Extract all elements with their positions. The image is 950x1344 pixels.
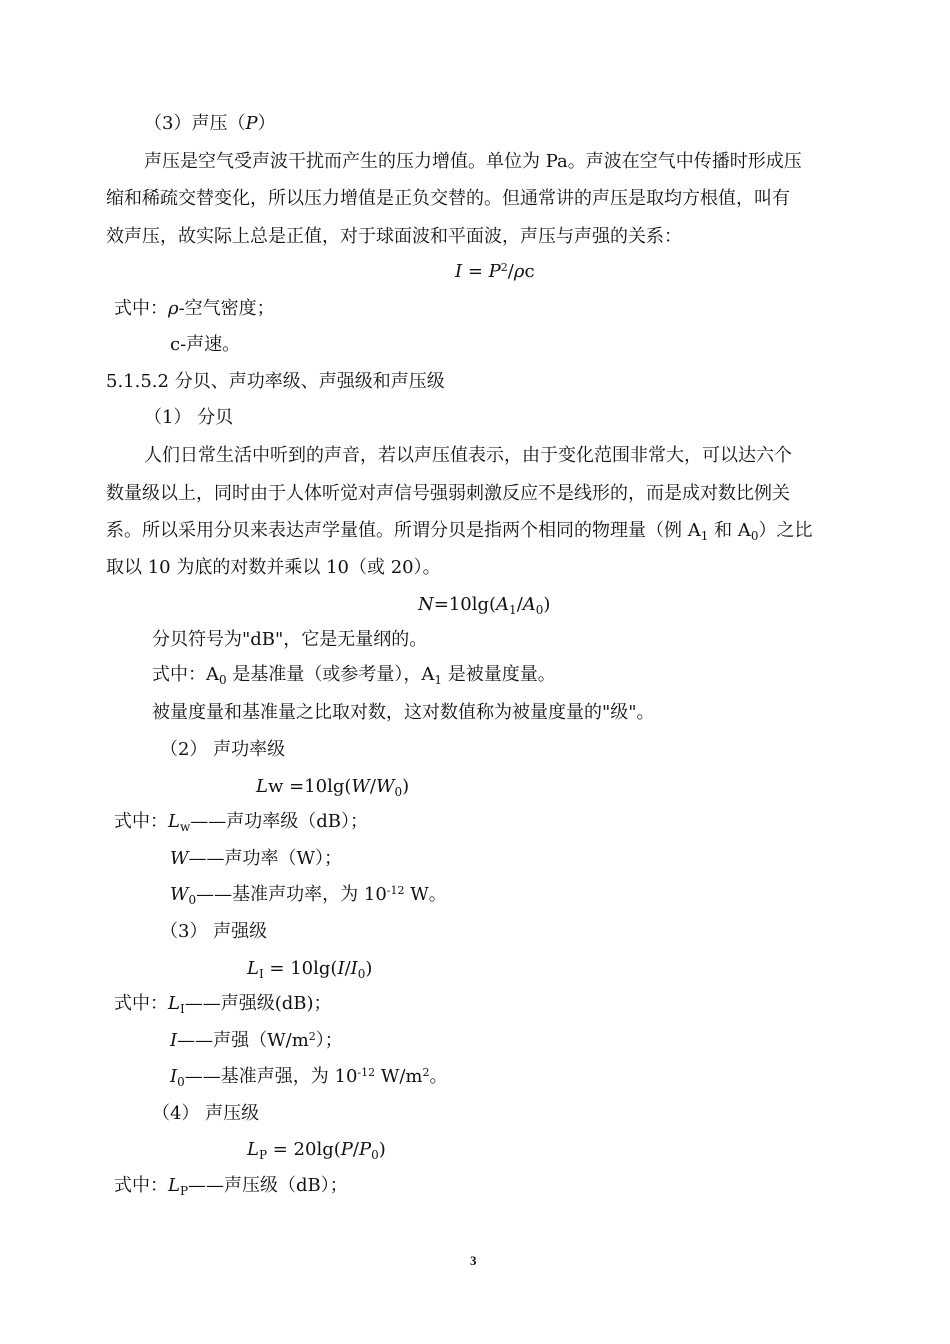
where-i0: $I_0——$基准声强，为 $10^{-12}$ $W/m^2$。 bbox=[170, 1066, 448, 1089]
heading-sound-power-level: （2） 声功率级 bbox=[160, 739, 286, 760]
paragraph-line: 人们日常生活中听到的声音，若以声压值表示，由于变化范围非常大，可以达六个 bbox=[144, 445, 792, 466]
where-i: I——声强$(W/m^2)$； bbox=[170, 1030, 343, 1051]
formula-sound-pressure-level: $L_P = 20\lg(P/P_0)$ bbox=[247, 1139, 386, 1162]
where-rho: 式中：ρ-空气密度； bbox=[114, 298, 275, 319]
formula-decibel: $N=10\lg(A_1/A_0)$ bbox=[418, 594, 551, 617]
heading-decibel: （1） 分贝 bbox=[144, 407, 234, 428]
section-heading: 5.1.5.2 分贝、声功率级、声强级和声压级 bbox=[106, 371, 445, 392]
where-c: c-声速。 bbox=[170, 334, 241, 355]
where-w: W——声功率（W）； bbox=[170, 848, 343, 869]
where-lw: 式中：$L_w——$声功率级（dB）； bbox=[114, 811, 368, 834]
formula-sound-power-level: $Lw =10\lg(W/W_0)$ bbox=[256, 776, 410, 799]
heading-sound-pressure-level: （4） 声压级 bbox=[152, 1103, 260, 1124]
where-li: 式中：$L_I——$声强级(dB)； bbox=[114, 993, 332, 1016]
where-lp: 式中：$L_P——$声压级（dB）； bbox=[114, 1175, 348, 1198]
page-number: 3 bbox=[470, 1253, 477, 1268]
formula-intensity-pressure: $I = P^2/\rho c$ bbox=[455, 261, 535, 282]
heading-sound-intensity-level: （3） 声强级 bbox=[160, 921, 268, 942]
paragraph-line: 取以 10 为底的对数并乘以 10（或 20）。 bbox=[106, 557, 441, 578]
heading-sound-pressure: （3）声压（P） bbox=[144, 113, 276, 134]
paragraph-line: 声压是空气受声波干扰而产生的压力增值。单位为 Pa。声波在空气中传播时形成压 bbox=[144, 151, 802, 172]
paragraph-line: 效声压，故实际上总是正值，对于球面波和平面波，声压与声强的关系： bbox=[106, 226, 682, 247]
decibel-symbol-line: 分贝符号为"dB"，它是无量纲的。 bbox=[152, 629, 428, 650]
where-reference: 式中：$A_0$ 是基准量（或参考量），$A_1$ 是被量度量。 bbox=[152, 664, 556, 687]
where-w0: $W_0——$基准声功率，为 $10^{-12}$ W。 bbox=[170, 884, 447, 907]
level-definition-line: 被量度量和基准量之比取对数，这对数值称为被量度量的"级"。 bbox=[152, 702, 655, 723]
paragraph-line: 缩和稀疏交替变化，所以压力增值是正负交替的。但通常讲的声压是取均方根值，叫有 bbox=[106, 188, 790, 209]
formula-sound-intensity-level: $L_I = 10\lg(I/I_0)$ bbox=[247, 958, 373, 981]
paragraph-line: 系。所以采用分贝来表达声学量值。所谓分贝是指两个相同的物理量（例 $A_1$ 和 $A_0$）之比 bbox=[106, 520, 813, 543]
paragraph-line: 数量级以上，同时由于人体听觉对声信号强弱刺激反应不是线形的，而是成对数比例关 bbox=[106, 483, 790, 504]
